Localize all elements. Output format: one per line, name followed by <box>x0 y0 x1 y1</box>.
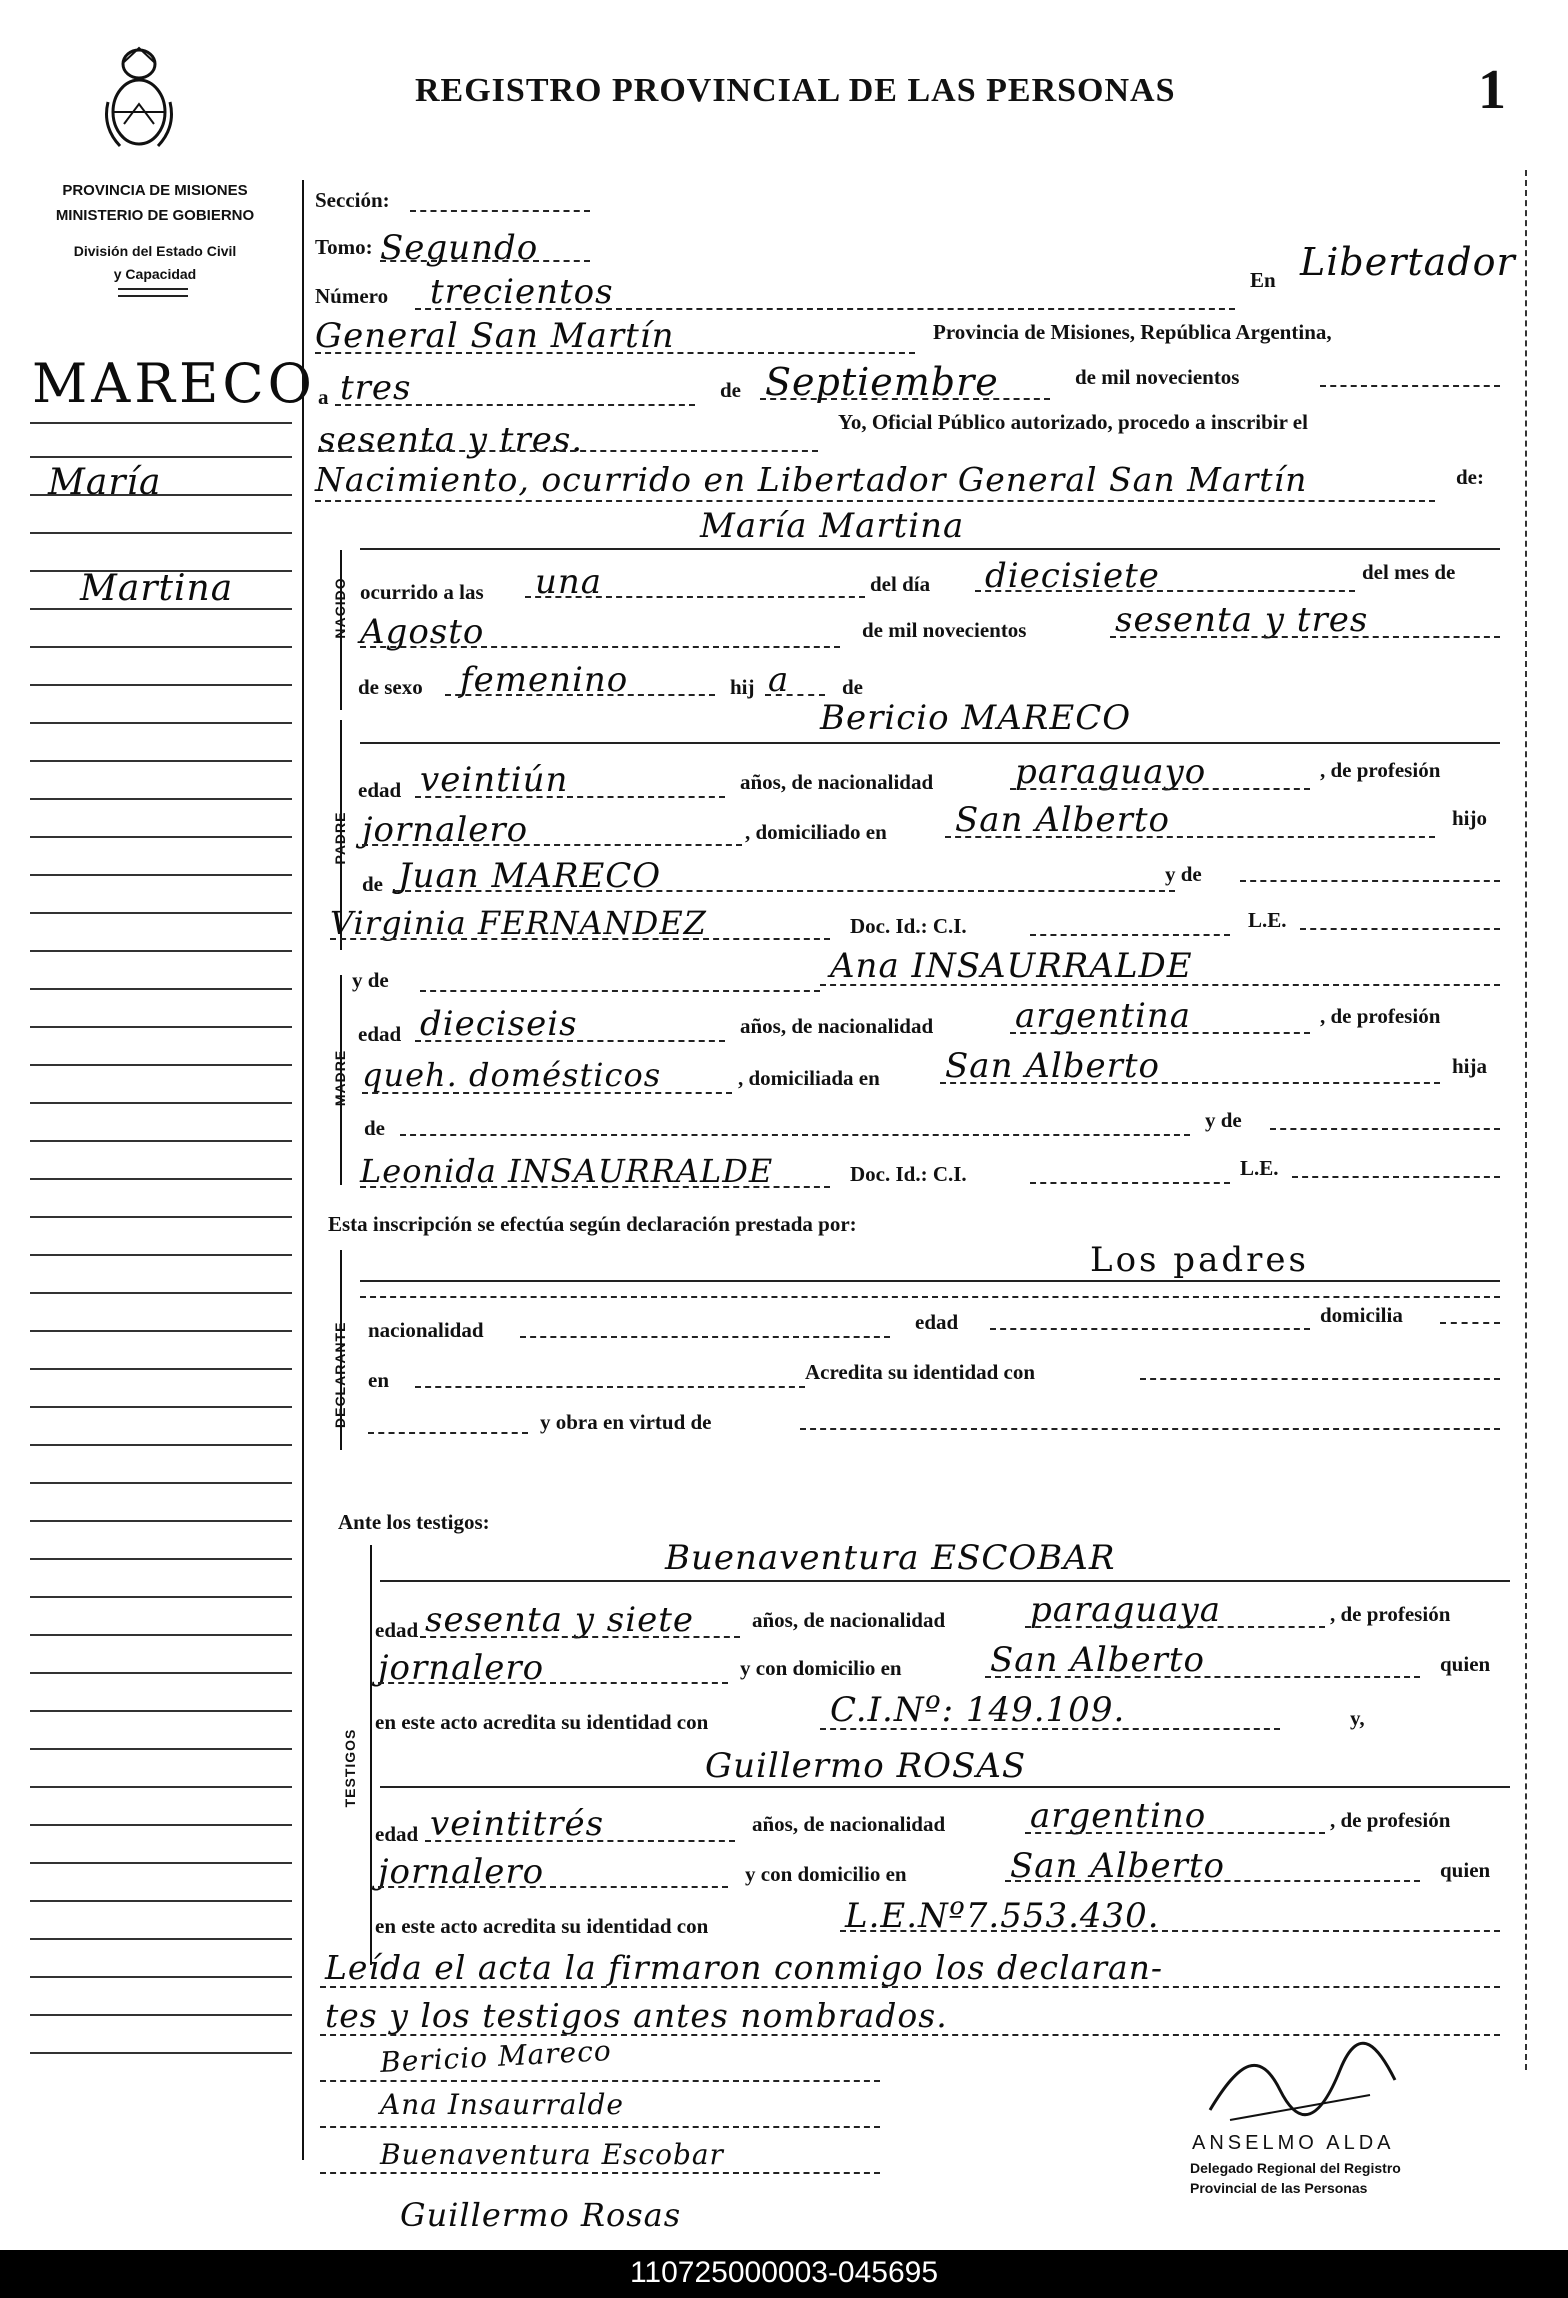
del-mes-label: del mes de <box>1362 560 1456 584</box>
sexo-label: de sexo <box>358 675 423 699</box>
madre-edad-label: edad <box>358 1022 402 1046</box>
testigo2-edad-label: edad <box>375 1822 419 1846</box>
madre-prof-label: , de profesión <box>1320 1004 1441 1028</box>
coat-of-arms-icon <box>100 42 178 154</box>
oficial-text: Yo, Oficial Público autorizado, procedo a inscribir el <box>838 410 1308 434</box>
testigo2-id-value: L.E.Nº7.553.430. <box>845 1896 1160 1936</box>
testigo1-dom-value: San Alberto <box>990 1640 1205 1680</box>
testigo2-acredita-label: en este acto acredita su identidad con <box>375 1914 709 1938</box>
signature-1: Bericio Mareco <box>379 2033 613 2080</box>
official-name: ANSELMO ALDA <box>1192 2132 1395 2154</box>
padre-nac-label: años, de nacionalidad <box>740 770 934 794</box>
padre-prof-label: , de profesión <box>1320 758 1441 782</box>
declarante-value: Los padres <box>1090 1240 1309 1280</box>
testigo1-prof-value: jornalero <box>378 1648 545 1688</box>
document-title: REGISTRO PROVINCIAL DE LAS PERSONAS <box>415 72 1176 109</box>
sexo-value: femenino <box>460 660 629 700</box>
anio-value: sesenta y tres <box>1115 600 1369 640</box>
section-madre-label: MADRE <box>332 1049 348 1107</box>
del-dia-label: del día <box>870 572 931 596</box>
signature-4: Guillermo Rosas <box>400 2196 682 2234</box>
padre-mother-value: Virginia FERNANDEZ <box>330 904 707 942</box>
closing-line-1: Leída el acta la firmaron conmigo los declaran- <box>325 1948 1164 1987</box>
madre-doc-label: Doc. Id.: C.I. <box>850 1162 967 1186</box>
province-label: PROVINCIA DE MISIONES <box>62 182 248 199</box>
section-nacido-label: NACIDO <box>332 577 348 639</box>
page-number: 1 <box>1478 59 1506 121</box>
madre-le-label: L.E. <box>1240 1156 1279 1180</box>
hij-label: hij <box>730 675 755 699</box>
padre-dom-value: San Alberto <box>955 800 1170 840</box>
numero-value: trecientos <box>430 272 614 312</box>
padre-de-label: de <box>362 872 383 896</box>
testigos-intro: Ante los testigos: <box>338 1510 490 1534</box>
padre-edad-label: edad <box>358 778 402 802</box>
de-label-nacido: de <box>842 675 863 699</box>
padre-y-de-label: y de <box>1165 862 1202 886</box>
numero-label: Número <box>315 284 389 308</box>
declarante-acredita-label: Acredita su identidad con <box>805 1360 1036 1384</box>
declarante-intro: Esta inscripción se efectúa según declaración prestada por: <box>328 1212 857 1236</box>
madre-edad-value: dieciseis <box>420 1004 578 1044</box>
testigo2-dom-label: y con domicilio en <box>745 1862 907 1886</box>
closing-line-2: tes y los testigos antes nombrados. <box>325 1996 948 2035</box>
day-value: tres <box>340 368 412 408</box>
official-title-1: Delegado Regional del Registro <box>1190 2160 1401 2176</box>
hora-value: una <box>535 562 603 602</box>
madre-de-label: de <box>364 1116 385 1140</box>
madre-y-de2-label: y de <box>1205 1108 1242 1132</box>
mes-value: Agosto <box>360 612 485 652</box>
section-testigos-label: TESTIGOS <box>342 1728 358 1808</box>
margin-middle-name: Martina <box>80 568 234 609</box>
seccion-label: Sección: <box>315 188 390 212</box>
testigo1-quien-label: quien <box>1440 1652 1491 1676</box>
mil-novecientos-label-2: de mil novecientos <box>862 618 1027 642</box>
testigo1-id-value: C.I.Nº: 149.109. <box>830 1690 1126 1730</box>
dia-value: diecisiete <box>985 556 1160 596</box>
tomo-label: Tomo: <box>315 235 373 259</box>
year-value: sesenta y tres. <box>318 420 584 460</box>
footer-barcode-text: 110725000003-045695 <box>629 2256 939 2289</box>
testigo2-edad-value: veintitrés <box>430 1804 605 1844</box>
ocurrido-label: ocurrido a las <box>360 580 484 604</box>
nacido-name: María Martina <box>700 506 965 546</box>
testigo2-name: Guillermo ROSAS <box>705 1746 1027 1786</box>
padre-nac-value: paraguayo <box>1015 752 1207 792</box>
testigo2-dom-value: San Alberto <box>1010 1846 1225 1886</box>
hecho-value: Nacimiento, ocurrido en Libertador General San Martín <box>315 460 1308 499</box>
a-label: a <box>318 385 329 409</box>
testigo1-name: Buenaventura ESCOBAR <box>665 1538 1116 1578</box>
padre-le-label: L.E. <box>1248 908 1287 932</box>
margin-column <box>30 345 292 2145</box>
testigo1-acredita-label: en este acto acredita su identidad con <box>375 1710 709 1734</box>
declarante-nac-label: nacionalidad <box>368 1318 484 1342</box>
padre-father-value: Juan MARECO <box>398 856 662 896</box>
margin-first-name: María <box>48 462 162 503</box>
en-label: En <box>1250 268 1276 292</box>
testigo2-nac-label: años, de nacionalidad <box>752 1812 946 1836</box>
en-value: Libertador <box>1300 240 1516 284</box>
de-label: de <box>720 378 741 402</box>
testigo1-edad-value: sesenta y siete <box>425 1600 695 1640</box>
declarante-edad-label: edad <box>915 1310 959 1334</box>
padre-dom-label: , domiciliado en <box>745 820 887 844</box>
declarante-dom-label: domicilia <box>1320 1303 1403 1327</box>
madre-nac-value: argentina <box>1015 996 1192 1036</box>
padre-prof-value: jornalero <box>362 810 529 850</box>
madre-dom-value: San Alberto <box>945 1046 1160 1086</box>
mil-novecientos-label: de mil novecientos <box>1075 365 1240 389</box>
section-padre-label: PADRE <box>332 811 348 865</box>
section-declarante-label: DECLARANTE <box>332 1321 348 1428</box>
testigo1-prof-label: , de profesión <box>1330 1602 1451 1626</box>
madre-hija-label: hija <box>1452 1054 1488 1078</box>
padre-name: Bericio MARECO <box>820 698 1132 738</box>
padre-hijo-label: hijo <box>1452 806 1488 830</box>
tomo-value: Segundo <box>380 228 539 268</box>
madre-y-de-label: y de <box>352 968 389 992</box>
madre-name: Ana INSAURRALDE <box>830 946 1193 986</box>
testigo2-quien-label: quien <box>1440 1858 1491 1882</box>
month-value: Septiembre <box>765 360 999 404</box>
testigo2-nac-value: argentino <box>1030 1796 1207 1836</box>
testigo1-y-label: y, <box>1350 1706 1365 1730</box>
de-colon-label: de: <box>1456 465 1484 489</box>
declarante-obra-label: y obra en virtud de <box>540 1410 712 1434</box>
testigo2-prof-label: , de profesión <box>1330 1808 1451 1832</box>
signature-2: Ana Insaurralde <box>380 2088 624 2121</box>
official-title-2: Provincial de las Personas <box>1190 2180 1368 2196</box>
division-label-2: y Capacidad <box>113 266 197 282</box>
testigo1-nac-label: años, de nacionalidad <box>752 1608 946 1632</box>
padre-doc-label: Doc. Id.: C.I. <box>850 914 967 938</box>
testigo1-edad-label: edad <box>375 1618 419 1642</box>
madre-mother-value: Leonida INSAURRALDE <box>360 1152 774 1190</box>
testigo2-prof-value: jornalero <box>378 1852 545 1892</box>
hij-value: a <box>768 660 790 700</box>
declarante-en-label: en <box>368 1368 389 1392</box>
signature-3: Buenaventura Escobar <box>380 2138 724 2171</box>
place2-value: General San Martín <box>315 316 675 356</box>
testigo1-nac-value: paraguaya <box>1030 1590 1221 1630</box>
official-signature-mark <box>1200 2040 1400 2130</box>
testigo1-dom-label: y con domicilio en <box>740 1656 902 1680</box>
ministry-label: MINISTERIO DE GOBIERNO <box>55 207 255 224</box>
padre-edad-value: veintiún <box>420 760 569 800</box>
margin-surname: MARECO <box>32 352 316 415</box>
madre-prof-value: queh. domésticos <box>362 1056 662 1094</box>
madre-dom-label: , domiciliada en <box>738 1066 880 1090</box>
madre-nac-label: años, de nacionalidad <box>740 1014 934 1038</box>
division-label: División del Estado Civil <box>73 243 237 259</box>
provincia-text: Provincia de Misiones, República Argentina, <box>933 320 1332 344</box>
